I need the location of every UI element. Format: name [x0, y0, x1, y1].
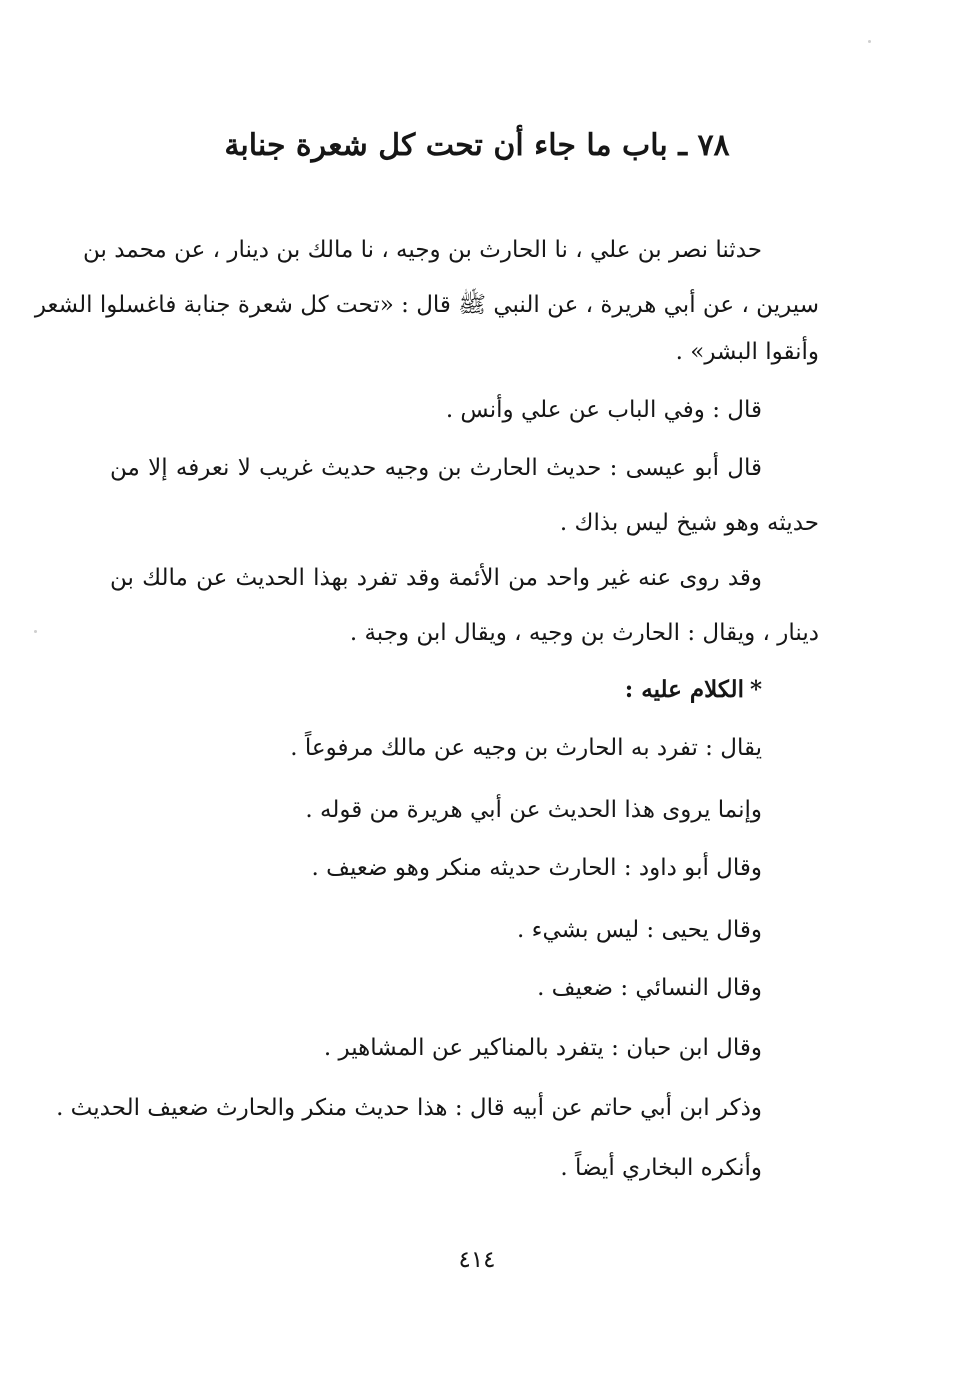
paragraph-4-line-1: وقد روى عنه غير واحد من الأئمة وقد تفرد بهذا الحديث عن مالك بن — [110, 565, 762, 591]
commentary-line: وقال أبو داود : الحارث حديثه منكر وهو ضعيف . — [311, 855, 762, 881]
scan-speck — [34, 630, 37, 633]
paragraph-1-line-2: سيرين ، عن أبي هريرة ، عن النبي ﷺ قال : «تحت كل شعرة جنابة فاغسلوا الشعر — [34, 292, 819, 318]
paragraph-3-line-2: حديثه وهو شيخ ليس بذاك . — [559, 510, 819, 536]
commentary-line: وقال ابن حبان : يتفرد بالمناكير عن المشاهير . — [323, 1035, 762, 1061]
commentary-line: يقال : تفرد به الحارث بن وجيه عن مالك مرفوعاً . — [290, 735, 762, 761]
paragraph-1-line-3: وأنقوا البشر» . — [675, 339, 819, 365]
page-number: ٤١٤ — [458, 1247, 496, 1273]
section-heading — [625, 672, 762, 708]
section-heading-text: الكلام عليه : — [624, 676, 744, 703]
paragraph-2-line-1: قال : وفي الباب عن علي وأنس . — [445, 397, 762, 423]
commentary-line: وقال يحيى : ليس بشيء . — [517, 917, 762, 943]
asterisk-icon: * — [749, 676, 762, 703]
commentary-line: وإنما يروى هذا الحديث عن أبي هريرة من قوله . — [305, 797, 762, 823]
commentary-line: وقال النسائي : ضعيف . — [537, 975, 762, 1001]
commentary-line: وأنكره البخاري أيضاً . — [560, 1155, 762, 1181]
paragraph-1-line-1: حدثنا نصر بن علي ، نا الحارث بن وجيه ، نا مالك بن دينار ، عن محمد بن — [83, 237, 762, 263]
paragraph-4-line-2: دينار ، ويقال : الحارث بن وجيه ، ويقال ابن وجبة . — [349, 620, 819, 646]
scan-speck — [868, 40, 871, 43]
paragraph-3-line-1: قال أبو عيسى : حديث الحارث بن وجيه حديث غريب لا نعرفه إلا من — [110, 455, 762, 481]
chapter-title: ٧٨ ـ باب ما جاء أن تحت كل شعرة جنابة — [224, 128, 730, 163]
commentary-line: وذكر ابن أبي حاتم عن أبيه قال : هذا حديث منكر والحارث ضعيف الحديث . — [56, 1095, 762, 1121]
